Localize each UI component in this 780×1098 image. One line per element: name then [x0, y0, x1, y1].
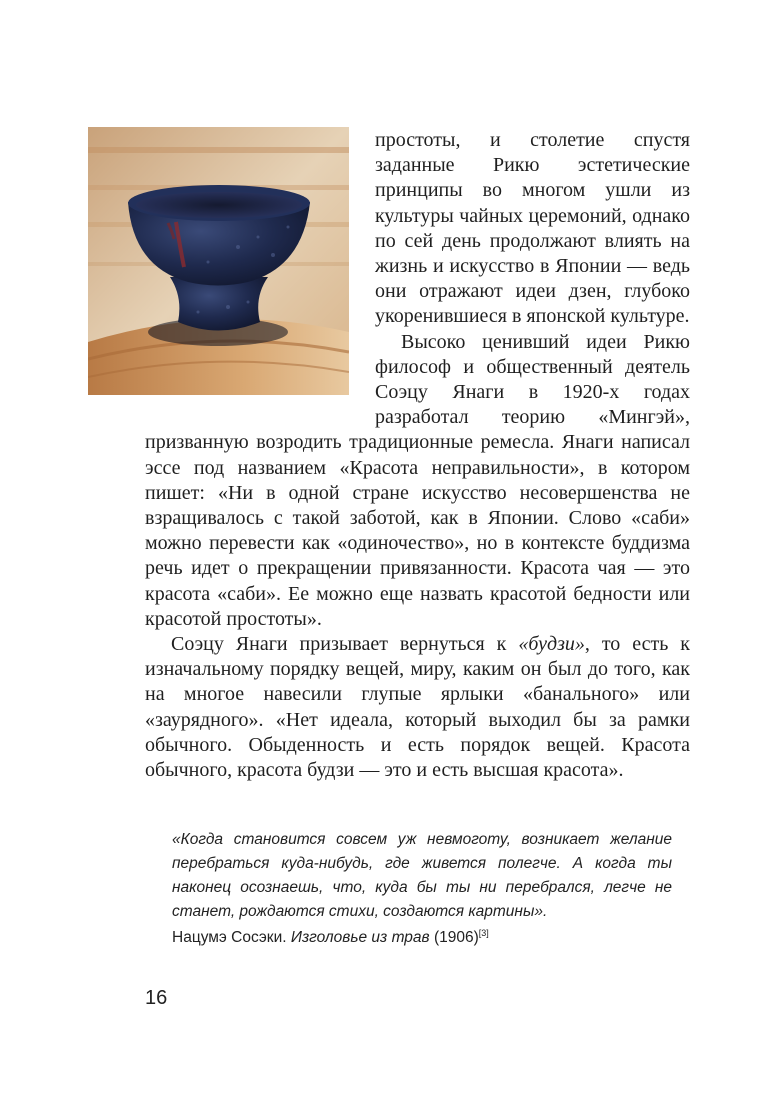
paragraph-2: Высоко ценивший идеи Рикю философ и общественный деятель Соэцу Янаги в 1920-х годах разработал теорию «Мингэй», призванную возродить традиционные ремесла. Янаги написал эссе под названием «Красота неправильности», в котором пишет: «Ни в одной стране искусство несовершенства не взращивалось с такой заботой, как в Японии. Слово «саби» можно перевести как «одиночество», но в контексте буддизма речь идет о прекращении привязанности. Красота чая — это красота «саби». Ее можно еще назвать красотой бедности или красотой простоты». [145, 330, 690, 630]
paragraph-3-end: , то есть к изначальному порядку вещей, миру, каким он был до того, как на многое навесили глупые ярлыки «банального» или «заурядного». «Нет идеала, который выходил бы за рамки обычного. Обыденность и есть порядок вещей. Красота обычного, красота будзи — это и есть высшая красота». [145, 633, 690, 782]
page-number: 16 [145, 987, 168, 1009]
citation-year: (1906) [433, 929, 479, 947]
epigraph-quote: «Когда становится совсем уж невмоготу, возникает желание перебраться куда-нибудь, где живется полегче. А когда ты наконец осознаешь, что, куда бы ты ни перебрался, легче не станет, рождаются стихи, создаются картины». [172, 831, 672, 920]
footnote-ref[interactable]: [3] [478, 928, 489, 938]
paragraph-1: простоты, и столетие спустя заданные Рикю эстетические принципы во многом ушли из культуры чайных церемоний, однако по сей день продолжают влиять на жизнь и искусство в Японии — ведь они отражают идеи дзен, глубоко укоренившиеся в японской культуре. [375, 129, 690, 328]
epigraph-citation [172, 928, 489, 947]
image-float-spacer [145, 128, 375, 418]
citation-work: Изголовье из трав [290, 929, 430, 947]
term-budzi: «будзи» [518, 633, 585, 656]
paragraph-3 [145, 632, 690, 783]
main-text [145, 128, 690, 783]
citation-author: Нацумэ Сосэки. [172, 929, 287, 947]
paragraph-3-start: Соэцу Янаги призывает вернуться к [171, 633, 519, 656]
